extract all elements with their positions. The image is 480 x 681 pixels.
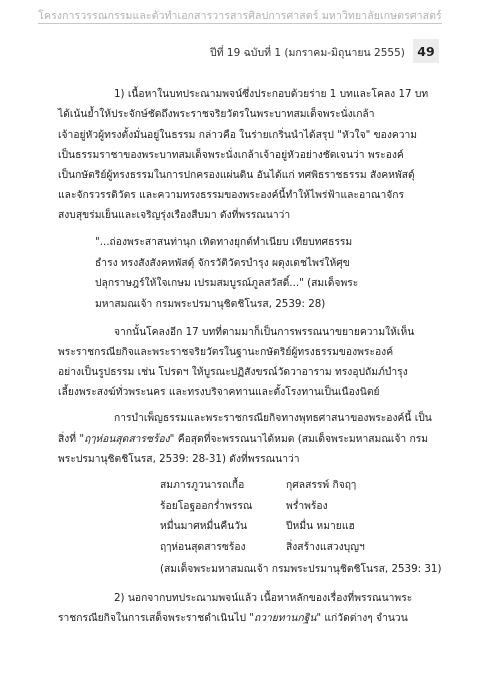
paragraph-line: ได้เน้นย้ำให้ประจักษ์ชัดถึงพระราชจริยวัตรในพระบาทสมเด็จพระนั่งเกล้า bbox=[58, 108, 375, 120]
paragraph-line: และจักรวรรดิวัตร และความทรงธรรมของพระองค์นี้ทำให้ไพร่ฟ้าและอาณาจักร bbox=[58, 189, 405, 201]
verse-line: ร้อยโอฐออกร่ำพรรณ bbox=[160, 500, 253, 512]
quote-line: ธำรง ทรงสังสังคหพัสดุ์ จักรวัติวัตรบำรุง ผดุงเดชไพร่ให้ศุข bbox=[95, 257, 350, 269]
quoted-phrase: "ถวายทานกฐิน" bbox=[249, 612, 322, 624]
paragraph-line: สงบสุขร่มเย็นและเจริญรุ่งเรืองสืบมา ดังที่พรรณนาว่า bbox=[58, 209, 291, 221]
verse-line: พร่ำพร้อง bbox=[286, 500, 328, 512]
quote-line: "...ถ่องพระสาสนท่านุก เทิดทางยุกต์ทำเนียบ เทียบทศธรรม bbox=[95, 236, 353, 248]
running-header: โครงการวรรณกรรมและตัวทำเอกสารวารสารศิลปการศาสตร์ มหาวิทยาลัยเกษตรศาสตร์ bbox=[38, 10, 442, 22]
verse-line: ปีหมื่น หมายแฮ bbox=[286, 520, 355, 532]
paragraph-line: ราชกรณียกิจในการเสด็จพระราชดำเนินไป "ถวายทานกฐิน" แก่วัดต่างๆ จำนวน bbox=[58, 612, 408, 624]
verse-line: สมภารภูวนารถเกื้อ bbox=[160, 479, 245, 491]
paragraph-line: เจ้าอยู่หัวผู้ทรงตั้งมั่นอยู่ในธรรม กล่าวคือ ในร่ายเกริ่นนำได้สรุป "หัวใจ" ของความ bbox=[58, 129, 418, 141]
verse-line: สิ่งสร้างแสวงบุญฯ bbox=[286, 541, 365, 553]
paragraph-line: 1) เนื้อหาในบทประณามพจน์ซึ่งประกอบด้วยร่าย 1 บทและโคลง 17 บท bbox=[114, 88, 429, 100]
page-number: 49 bbox=[413, 39, 439, 63]
paragraph-line: เลี้ยงพระสงฆ์ทั่วพระนคร และทรงบริจาคทานและตั้งโรงทานเป็นเนืองนิตย์ bbox=[58, 386, 380, 398]
quote-line: ปลุกราษฎร์ให้ใจเกษม เปรมสมบูรณ์ภูลสวัสดิ์..." (สมเด็จพระ bbox=[95, 277, 359, 289]
quote-line: มหาสมณเจ้า กรมพระปรมานุชิตชิโนรส, 2539: 28) bbox=[95, 298, 326, 310]
paragraph-line: พระราชกรณียกิจและพระราชจริยวัตรในฐานะกษัตริย์ผู้ทรงธรรมของพระองค์ bbox=[58, 346, 394, 358]
paragraph-line: อย่างเป็นรูปธรรม เช่น โปรดฯ ให้บูรณะปฏิสังขรณ์วัดวาอาราม ทรงอุปถัมภ์บำรุง bbox=[58, 366, 408, 378]
paragraph-line: เป็นกษัตริย์ผู้ทรงธรรมในการปกครองแผ่นดิน อันได้แก่ ทศพิธราชธรรม สังคหพัสดุ์ bbox=[58, 169, 415, 181]
verse-citation: (สมเด็จพระมหาสมณเจ้า กรมพระปรมานุชิตชิโนรส, 2539: 31) bbox=[160, 563, 442, 575]
paragraph-line: จากนั้นโคลงอีก 17 บทที่ตามมาก็เป็นการพรรณนาขยายความให้เห็น bbox=[114, 326, 415, 338]
paragraph-line: เป็นธรรมราชาของพระบาทสมเด็จพระนั่งเกล้าเจ้าอยู่หัวอย่างชัดเจนว่า พระองค์ bbox=[58, 149, 404, 161]
issue-info: ปีที่ 19 ฉบับที่ 1 (มกราคม-มิถุนายน 2555) bbox=[210, 47, 405, 59]
header-divider bbox=[38, 23, 442, 24]
paragraph-line: การบำเพ็ญธรรมและพระราชกรณียกิจทางพุทธศาสนาของพระองค์นี้ เป็น bbox=[114, 412, 432, 424]
verse-line: หมื่นมาศหมื่นคืนวัน bbox=[160, 520, 248, 532]
verse-line: ฤๅห่อนสุดสารซร้อง bbox=[160, 541, 246, 553]
paragraph-line: พระปรมานุชิตชิโนรส, 2539: 28-31) ดังที่พรรณนาว่า bbox=[58, 453, 300, 465]
verse-line: กุศลสรรพ์ กิจฤๅ bbox=[286, 479, 357, 491]
paragraph-line: สิ่งที่ "ฤๅห่อนสุดสารซร้อง" คือสุดที่จะพรรณนาได้หมด (สมเด็จพระมหาสมณเจ้า กรม bbox=[58, 433, 429, 445]
paragraph-line: 2) นอกจากบทประณามพจน์แล้ว เนื้อหาหลักของเรื่องที่พรรณนาพระ bbox=[114, 592, 413, 604]
quoted-verse-phrase: "ฤๅห่อนสุดสารซร้อง" bbox=[79, 433, 175, 445]
